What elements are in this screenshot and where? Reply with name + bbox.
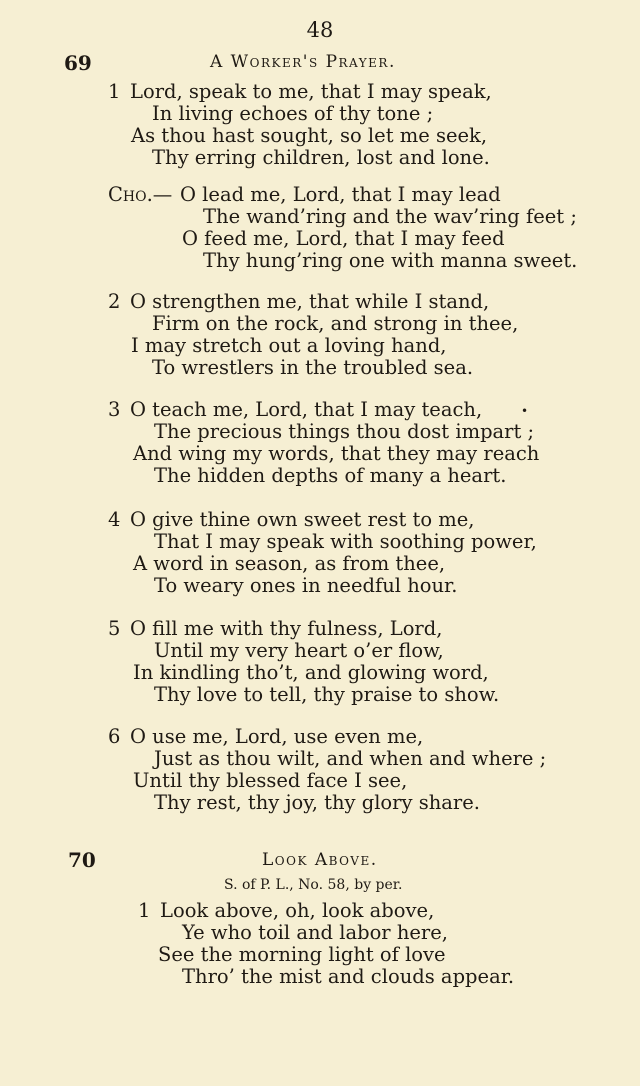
- verse-number: 6: [108, 725, 121, 748]
- verse-line: To wrestlers in the troubled sea.: [152, 356, 474, 379]
- verse-line: Until thy blessed face I see,: [133, 769, 408, 792]
- verse-line: The wand’ring and the wav’ring feet ;: [203, 205, 577, 228]
- hymn-number: 69: [64, 51, 92, 75]
- page-number: 48: [306, 18, 334, 42]
- verse-line: Just as thou wilt, and when and where ;: [154, 747, 547, 770]
- verse-line: I may stretch out a loving hand,: [131, 334, 447, 357]
- verse-line: To weary ones in needful hour.: [154, 574, 458, 597]
- verse-line: Thy hung’ring one with manna sweet.: [203, 249, 578, 272]
- verse-line: See the morning light of love: [158, 943, 446, 966]
- verse-line: In living echoes of thy tone ;: [152, 102, 434, 125]
- verse-line: O feed me, Lord, that I may feed: [182, 227, 505, 250]
- verse-line: Until my very heart o’er flow,: [154, 639, 444, 662]
- stray-mark: •: [521, 404, 529, 418]
- verse-line: O lead me, Lord, that I may lead: [180, 183, 501, 206]
- verse-line: O give thine own sweet rest to me,: [130, 508, 475, 531]
- verse-line: The precious things thou dost impart ;: [154, 420, 535, 443]
- verse-line: And wing my words, that they may reach: [133, 442, 540, 465]
- verse-line: Thy rest, thy joy, thy glory share.: [154, 791, 480, 814]
- verse-line: Ye who toil and labor here,: [182, 921, 448, 944]
- verse-line: O strengthen me, that while I stand,: [130, 290, 490, 313]
- verse-line: The hidden depths of many a heart.: [154, 464, 507, 487]
- verse-number: 3: [108, 398, 121, 421]
- chorus-label: Cho.—: [108, 183, 173, 206]
- hymn-title: Look Above.: [262, 850, 378, 870]
- hymn-title: A Worker's Prayer.: [210, 52, 396, 72]
- verse-line: O fill me with thy fulness, Lord,: [130, 617, 443, 640]
- verse-line: In kindling tho’t, and glowing word,: [133, 661, 489, 684]
- verse-number: 4: [108, 508, 121, 531]
- verse-line: As thou hast sought, so let me seek,: [131, 124, 488, 147]
- verse-number: 1: [108, 80, 121, 103]
- verse-line: Look above, oh, look above,: [160, 899, 435, 922]
- verse-number: 1: [138, 899, 151, 922]
- verse-number: 2: [108, 290, 121, 313]
- verse-line: O use me, Lord, use even me,: [130, 725, 424, 748]
- verse-line: O teach me, Lord, that I may teach,: [130, 398, 483, 421]
- verse-number: 5: [108, 617, 121, 640]
- verse-line: That I may speak with soothing power,: [154, 530, 537, 553]
- verse-line: Lord, speak to me, that I may speak,: [130, 80, 492, 103]
- verse-line: Firm on the rock, and strong in thee,: [152, 312, 519, 335]
- verse-line: Thy love to tell, thy praise to show.: [154, 683, 500, 706]
- hymn-number: 70: [68, 848, 96, 872]
- verse-line: A word in season, as from thee,: [133, 552, 446, 575]
- verse-line: Thro’ the mist and clouds appear.: [182, 965, 515, 988]
- verse-line: Thy erring children, lost and lone.: [152, 146, 490, 169]
- hymn-attribution: S. of P. L., No. 58, by per.: [224, 877, 403, 893]
